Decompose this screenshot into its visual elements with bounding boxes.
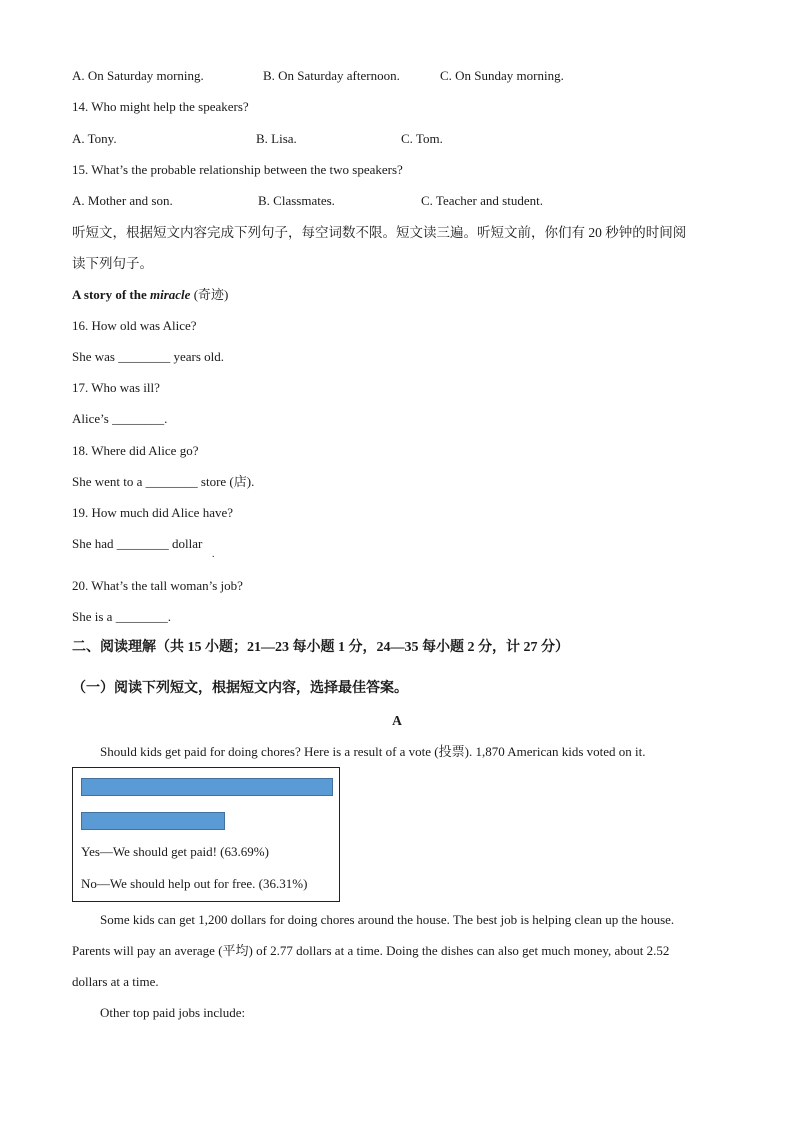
q18-answer-line: She went to a ________ store (店). xyxy=(72,474,255,489)
stray-dot-mark: . xyxy=(212,549,215,560)
q14-option-b: B. Lisa. xyxy=(256,131,297,146)
q13-option-b: B. On Saturday afternoon. xyxy=(263,68,400,83)
listening-instruction-line2: 读下列句子。 xyxy=(72,256,153,271)
passage-intro: Should kids get paid for doing chores? Here is a result of a vote (投票). 1,870 American kids voted on it. xyxy=(100,744,646,759)
vote-bar-no xyxy=(81,812,225,830)
q14-option-c: C. Tom. xyxy=(401,131,443,146)
q15-option-a: A. Mother and son. xyxy=(72,193,173,208)
q19-question: 19. How much did Alice have? xyxy=(72,505,234,520)
q14-option-a: A. Tony. xyxy=(72,131,117,146)
story-title-suffix: (奇迹) xyxy=(190,287,229,302)
q19-answer-line: She had ________ dollar xyxy=(72,536,203,551)
q20-answer-line: She is a ________. xyxy=(72,609,171,624)
q15-question: 15. What’s the probable relationship between the two speakers? xyxy=(72,162,403,177)
q17-answer-line: Alice’s ________. xyxy=(72,411,168,426)
q18-question: 18. Where did Alice go? xyxy=(72,443,199,458)
q13-option-c: C. On Sunday morning. xyxy=(440,68,564,83)
q17-question: 17. Who was ill? xyxy=(72,380,160,395)
passage-letter: A xyxy=(392,713,402,728)
q15-option-b: B. Classmates. xyxy=(258,193,335,208)
section-2-sub-heading: （一）阅读下列短文，根据短文内容，选择最佳答案。 xyxy=(72,681,408,696)
section-2-heading: 二、阅读理解（共 15 小题；21—23 每小题 1 分，24—35 每小题 2 分，计 27 分） xyxy=(72,640,569,655)
passage-para2: Other top paid jobs include: xyxy=(100,1005,246,1020)
vote-result-chart xyxy=(72,767,340,902)
passage-para1-line3: dollars at a time. xyxy=(72,974,159,989)
vote-label-no: No—We should help out for free. (36.31%) xyxy=(81,876,308,891)
passage-para1-line1: Some kids can get 1,200 dollars for doing chores around the house. The best job is helping clean up the house. xyxy=(100,912,675,927)
story-title-word: miracle xyxy=(150,287,191,302)
q14-question: 14. Who might help the speakers? xyxy=(72,99,249,114)
q13-option-a: A. On Saturday morning. xyxy=(72,68,204,83)
vote-bar-yes xyxy=(81,778,333,796)
q16-question: 16. How old was Alice? xyxy=(72,318,197,333)
vote-label-yes: Yes—We should get paid! (63.69%) xyxy=(81,844,269,859)
story-title xyxy=(72,287,228,303)
listening-instruction-line1: 听短文，根据短文内容完成下列句子，每空词数不限。短文读三遍。听短文前，你们有 20 秒钟的时间阅 xyxy=(72,225,687,240)
story-title-prefix: A story of the xyxy=(72,287,150,302)
passage-para1-line2: Parents will pay an average (平均) of 2.77 dollars at a time. Doing the dishes can also get much money, about 2.52 xyxy=(72,943,670,958)
q16-answer-line: She was ________ years old. xyxy=(72,349,225,364)
q15-option-c: C. Teacher and student. xyxy=(421,193,543,208)
q20-question: 20. What’s the tall woman’s job? xyxy=(72,578,243,593)
